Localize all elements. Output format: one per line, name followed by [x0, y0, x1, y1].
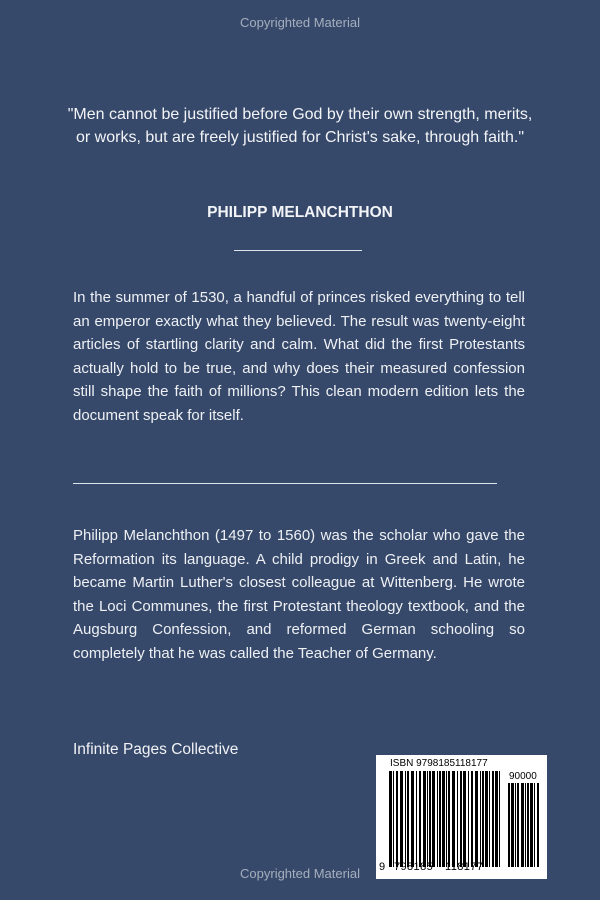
barcode-bar: [480, 771, 481, 867]
copyright-watermark-bottom: Copyrighted Material: [240, 866, 360, 881]
barcode-bar: [389, 771, 392, 867]
barcode-bar: [423, 771, 426, 867]
section-divider: [73, 483, 497, 484]
barcode-bar: [448, 771, 450, 867]
barcode-bar: [411, 771, 414, 867]
barcode-bar: [452, 771, 455, 867]
isbn-barcode: [376, 755, 547, 879]
barcode-digit-group1: 798185: [394, 861, 434, 873]
barcode-bar: [442, 771, 445, 867]
barcode-bar: [463, 771, 466, 867]
barcode-bar: [492, 771, 494, 867]
barcode-bar: [439, 771, 441, 867]
barcode-bar: [534, 783, 535, 867]
barcode-bar: [482, 771, 484, 867]
isbn-label: ISBN 9798185118177: [390, 758, 488, 769]
barcode-bar: [446, 771, 447, 867]
barcode-bar: [471, 771, 473, 867]
barcode-bar: [521, 783, 524, 867]
barcode-bar: [527, 783, 529, 867]
barcode-bar: [489, 771, 490, 867]
barcode-bar: [511, 783, 514, 867]
barcode-bar: [525, 783, 526, 867]
barcode-bar: [468, 771, 469, 867]
barcode-bar: [460, 771, 462, 867]
price-code: 90000: [509, 771, 537, 782]
author-bio: Philipp Melanchthon (1497 to 1560) was the scholar who gave the Reformation its language. A child prodigy in Greek and Latin, he became Martin Luther's closest colleague at Wittenberg. He wrote the Loci Communes, the first Protestant theology textbook, and the Augsburg Confession, and reformed German schooling so completely that he was called the Teacher of Germany.: [73, 527, 525, 662]
copyright-watermark-top: Copyrighted Material: [240, 15, 360, 30]
barcode-bar: [508, 783, 510, 867]
quote-author: PHILIPP MELANCHTHON: [207, 204, 393, 221]
barcode-bar: [495, 771, 498, 867]
cover-quote: "Men cannot be justified before God by their own strength, merits, or works, but are freely justified for Christ's sake, through faith.": [67, 106, 533, 146]
barcode-bar: [400, 771, 403, 867]
barcode-bar: [499, 771, 500, 867]
barcode-bar: [530, 783, 533, 867]
quote-divider: [234, 250, 362, 251]
barcode-bar: [416, 771, 417, 867]
barcode-bar: [393, 771, 394, 867]
barcode-bar: [457, 771, 458, 867]
barcode-bar: [517, 783, 519, 867]
barcode-bar: [427, 771, 428, 867]
barcode-bar: [429, 771, 431, 867]
publisher-name: Infinite Pages Collective: [73, 741, 239, 758]
barcode-bar: [407, 771, 409, 867]
book-description: In the summer of 1530, a handful of princes risked everything to tell an emperor exactly what they believed. The result was twenty-eight articles of startling clarity and calm. What did the first Protestants actually hold to be true, and why does their measured confession still shape the faith of millions? This clean modern edition lets the document speak for itself.: [73, 289, 525, 424]
barcode-bar: [396, 771, 398, 867]
barcode-digit-group2: 118177: [445, 861, 484, 873]
barcode-bar: [419, 771, 421, 867]
barcode-bar: [432, 771, 435, 867]
barcode-bar: [405, 771, 406, 867]
barcode-bar: [537, 783, 539, 867]
barcode-bar: [437, 771, 438, 867]
barcode-bar: [475, 771, 478, 867]
barcode-bar: [485, 771, 488, 867]
barcode-bar: [515, 783, 516, 867]
barcode-digit-lead: 9: [379, 861, 386, 873]
